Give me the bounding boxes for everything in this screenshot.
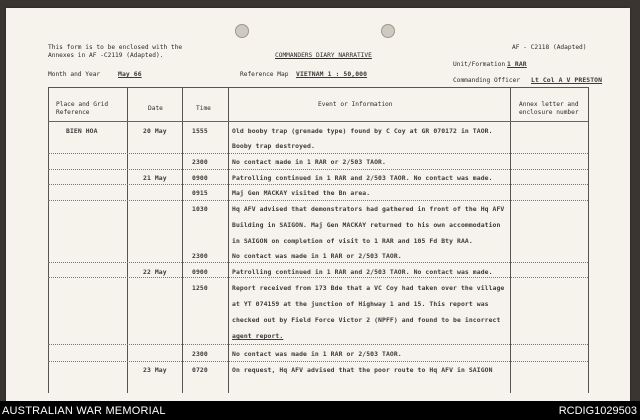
header-annex-2: enclosure number: [519, 109, 579, 116]
row-10-event: Report received from 173 Bde that a VC Coy had taken over the village: [232, 284, 505, 292]
row-0-time: 1555: [192, 127, 208, 135]
row-separator: [48, 169, 588, 170]
row-0-date: 20 May: [143, 127, 167, 135]
row-9-date: 22 May: [143, 268, 167, 276]
row-4-event: Maj Gen MACKAY visited the Bn area.: [232, 189, 371, 197]
row-15-event: On request, Hq AFV advised that the poor route to Hq AFV in SAIGON: [232, 366, 493, 374]
col-border-time-event: [228, 87, 229, 393]
row-3-event: Patrolling continued in 1 RAR and 2/503 TAOR. No contact was made.: [232, 174, 493, 182]
col-border-place-date: [127, 87, 128, 393]
row-separator: [48, 361, 588, 362]
row-separator: [48, 344, 588, 345]
row-11-event: at YT 074159 at the junction of Highway 1 and 15. This report was: [232, 300, 489, 308]
row-10-time: 1250: [192, 284, 208, 292]
form-note-line1: This form is to be enclosed with the: [48, 44, 183, 51]
co-value: Lt Col A V PRESTON: [531, 76, 603, 84]
punch-hole-right: [381, 24, 395, 38]
row-separator: [48, 277, 588, 278]
refmap-value: VIETNAM 1 : 50,000: [296, 70, 368, 78]
row-12-event: checked out by Field Force Victor 2 (NPFF) and found to be incorrect: [232, 316, 501, 324]
row-9-time: 0900: [192, 268, 208, 276]
row-13-event: agent report.: [232, 332, 284, 340]
unit-value: 1 RAR: [507, 60, 527, 68]
col-border-left: [48, 87, 49, 393]
row-4-time: 0915: [192, 189, 208, 197]
row-8-event: No contact was made in 1 RAR or 2/503 TAOR.: [232, 252, 402, 260]
row-6-event: Building in SAIGON. Maj Gen MACKAY returned to his own accommodation: [232, 221, 501, 229]
month-value: May 66: [118, 70, 142, 78]
row-9-event: Patrolling continued in 1 RAR and 2/503 TAOR. No contact was made.: [232, 268, 493, 276]
row-5-time: 1030: [192, 205, 208, 213]
row-2-time: 2300: [192, 158, 208, 166]
col-border-event-annex: [510, 87, 511, 393]
form-title: COMMANDERS DIARY NARRATIVE: [275, 52, 372, 59]
col-border-date-time: [182, 87, 183, 393]
row-7-event: in SAIGON on completion of visit to 1 RAR and 105 Fd Bty RAA.: [232, 237, 473, 245]
row-separator: [48, 153, 588, 154]
col-border-right: [588, 87, 589, 393]
row-0-event: Old booby trap (grenade type) found by C Coy at GR 070172 in TAOR.: [232, 127, 493, 135]
archive-footer-bar: [0, 401, 640, 420]
co-label: Commanding Officer: [453, 77, 521, 84]
row-15-time: 0720: [192, 366, 208, 374]
row-14-time: 2300: [192, 350, 208, 358]
row-3-time: 0900: [192, 174, 208, 182]
record-id: RCDIG1029503: [558, 405, 637, 417]
row-14-event: No contact was made in 1 RAR or 2/503 TAOR.: [232, 350, 402, 358]
row-5-event: Hq AFV advised that demonstrators had gathered in front of the Hq AFV: [232, 205, 505, 213]
form-reference: AF - C2118 (Adapted): [512, 44, 587, 51]
row-3-date: 21 May: [143, 174, 167, 182]
header-place-2: Reference: [56, 109, 90, 116]
header-date: Date: [148, 105, 163, 112]
header-annex: Annex letter and: [519, 101, 579, 108]
archive-name: AUSTRALIAN WAR MEMORIAL: [2, 405, 166, 417]
month-label: Month and Year: [48, 71, 101, 78]
refmap-label: Reference Map: [240, 71, 289, 78]
row-2-event: No contact made in 1 RAR or 2/503 TAOR.: [232, 158, 386, 166]
header-row-divider: [48, 121, 588, 122]
row-0-place: BIEN HOA: [66, 127, 98, 135]
form-note-line2: Annexes in AF -C2119 (Adapted).: [48, 52, 164, 59]
row-separator: [48, 200, 588, 201]
header-time: Time: [196, 105, 211, 112]
punch-hole-left: [235, 24, 249, 38]
row-8-time: 2300: [192, 252, 208, 260]
header-event: Event or Information: [318, 101, 393, 108]
row-1-event: Booby trap destroyed.: [232, 142, 315, 150]
row-separator: [48, 262, 588, 263]
row-15-date: 23 May: [143, 366, 167, 374]
row-separator: [48, 184, 588, 185]
header-place: Place and Grid: [56, 101, 109, 108]
unit-label: Unit/Formation: [453, 61, 506, 68]
